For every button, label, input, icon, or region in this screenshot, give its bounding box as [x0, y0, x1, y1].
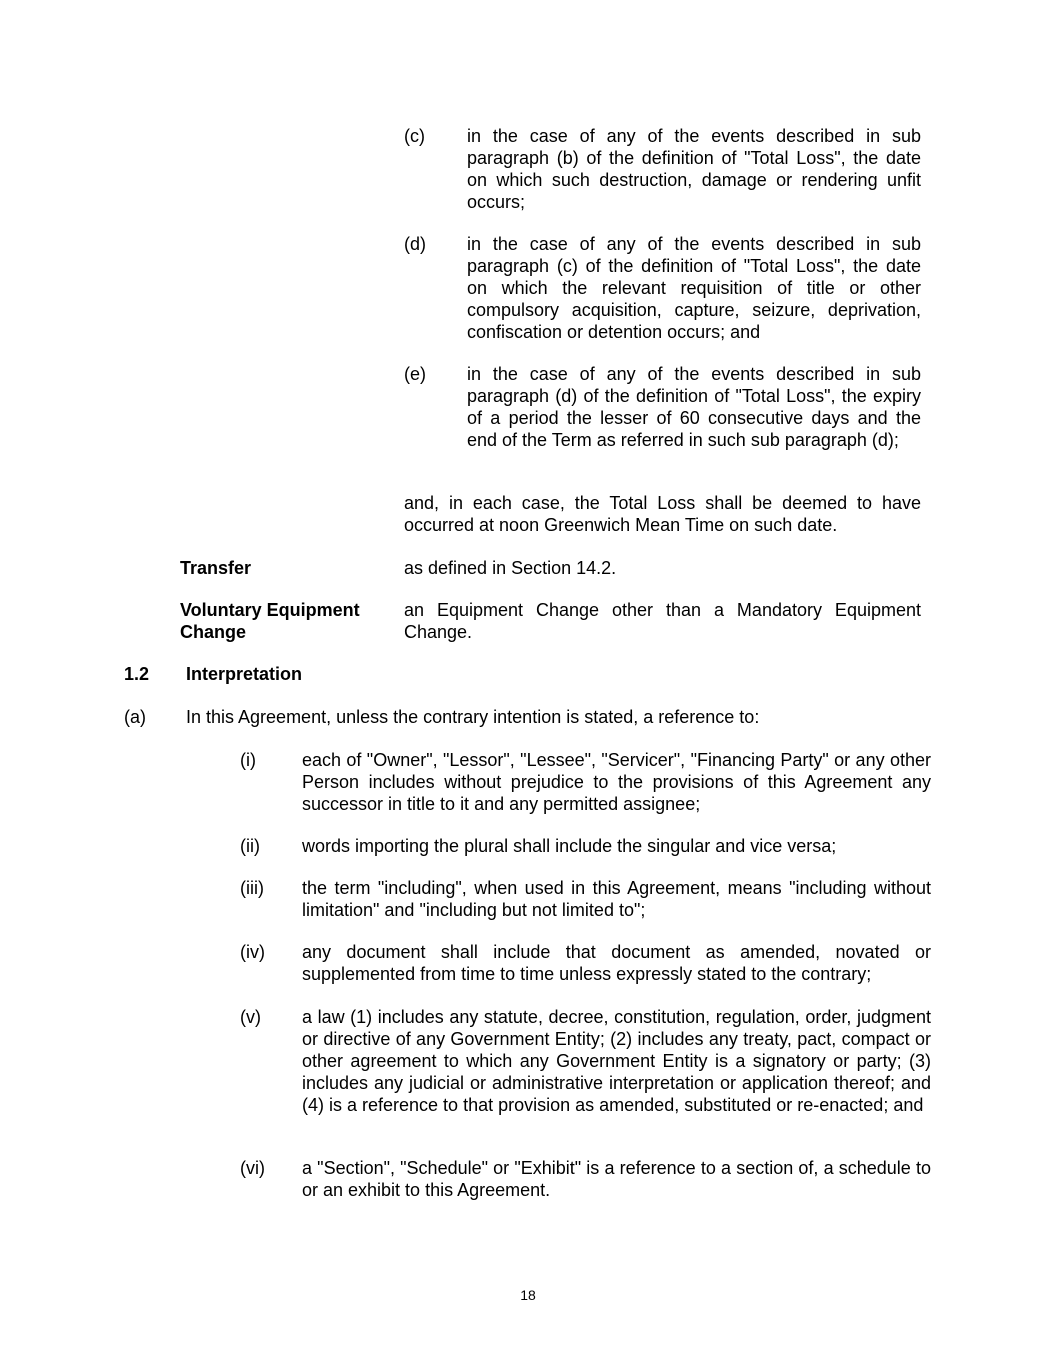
interpretation-item-i-text: each of "Owner", "Lessor", "Lessee", "Servicer", "Financing Party" or any other Person includes without prejudice to the provisions of this Agreement any successor in title to it and any permitted assignee; [302, 750, 931, 814]
total-loss-item-c-marker: (c) [404, 126, 425, 146]
total-loss-item-d-text: in the case of any of the events described in sub paragraph (c) of the definition of "Total Loss", the date on which the relevant requisition of title or other compulsory acquisition, capture, seizure, deprivation, confiscation or detention occurs; and [467, 234, 921, 342]
clause-a-text: In this Agreement, unless the contrary intention is stated, a reference to: [186, 707, 760, 727]
interpretation-item-v-marker: (v) [240, 1007, 261, 1027]
total-loss-item-c-text: in the case of any of the events described in sub paragraph (b) of the definition of "Total Loss", the date on which such destruction, damage or rendering unfit occurs; [467, 126, 921, 212]
definition-text-voluntary-equipment-change: an Equipment Change other than a Mandatory Equipment Change. [404, 600, 921, 642]
total-loss-item-d-marker: (d) [404, 234, 426, 254]
interpretation-item-vi-text: a "Section", "Schedule" or "Exhibit" is a reference to a section of, a schedule to or an exhibit to this Agreement. [302, 1158, 931, 1200]
interpretation-item-ii-marker: (ii) [240, 836, 260, 856]
interpretation-item-ii-text: words importing the plural shall include the singular and vice versa; [302, 836, 837, 856]
section-number: 1.2 [124, 664, 150, 684]
definition-term-transfer: Transfer [180, 558, 252, 578]
section-title: Interpretation [186, 664, 303, 684]
total-loss-item-e-text: in the case of any of the events described in sub paragraph (d) of the definition of "Total Loss", the expiry of a period the lesser of 60 consecutive days and the end of the Term as referred in such sub paragraph (d); [467, 364, 921, 450]
definition-text-transfer: as defined in Section 14.2. [404, 558, 617, 578]
definition-term-voluntary-equipment-change: Voluntary Equipment Change [180, 600, 360, 642]
interpretation-item-iii-text: the term "including", when used in this Agreement, means "including without limitation" and "including but not limited to"; [302, 878, 931, 920]
interpretation-item-v-text: a law (1) includes any statute, decree, constitution, regulation, order, judgment or directive of any Government Entity; (2) includes any treaty, pact, compact or other agreement to which any Government Entity is a signatory or party; (3) includes any judicial or administrative interpretation or application thereof; and (4) is a reference to that provision as amended, substituted or re-enacted; and [302, 1007, 931, 1115]
interpretation-item-i-marker: (i) [240, 750, 256, 770]
interpretation-item-iv-marker: (iv) [240, 942, 265, 962]
total-loss-closing-text: and, in each case, the Total Loss shall be deemed to have occurred at noon Greenwich Mean Time on such date. [404, 493, 921, 535]
page-number: 18 [520, 1287, 536, 1303]
total-loss-item-e-marker: (e) [404, 364, 426, 384]
interpretation-item-iii-marker: (iii) [240, 878, 264, 898]
interpretation-item-vi-marker: (vi) [240, 1158, 265, 1178]
clause-a-marker: (a) [124, 707, 146, 727]
interpretation-item-iv-text: any document shall include that document as amended, novated or supplemented from time to time unless expressly stated to the contrary; [302, 942, 931, 984]
